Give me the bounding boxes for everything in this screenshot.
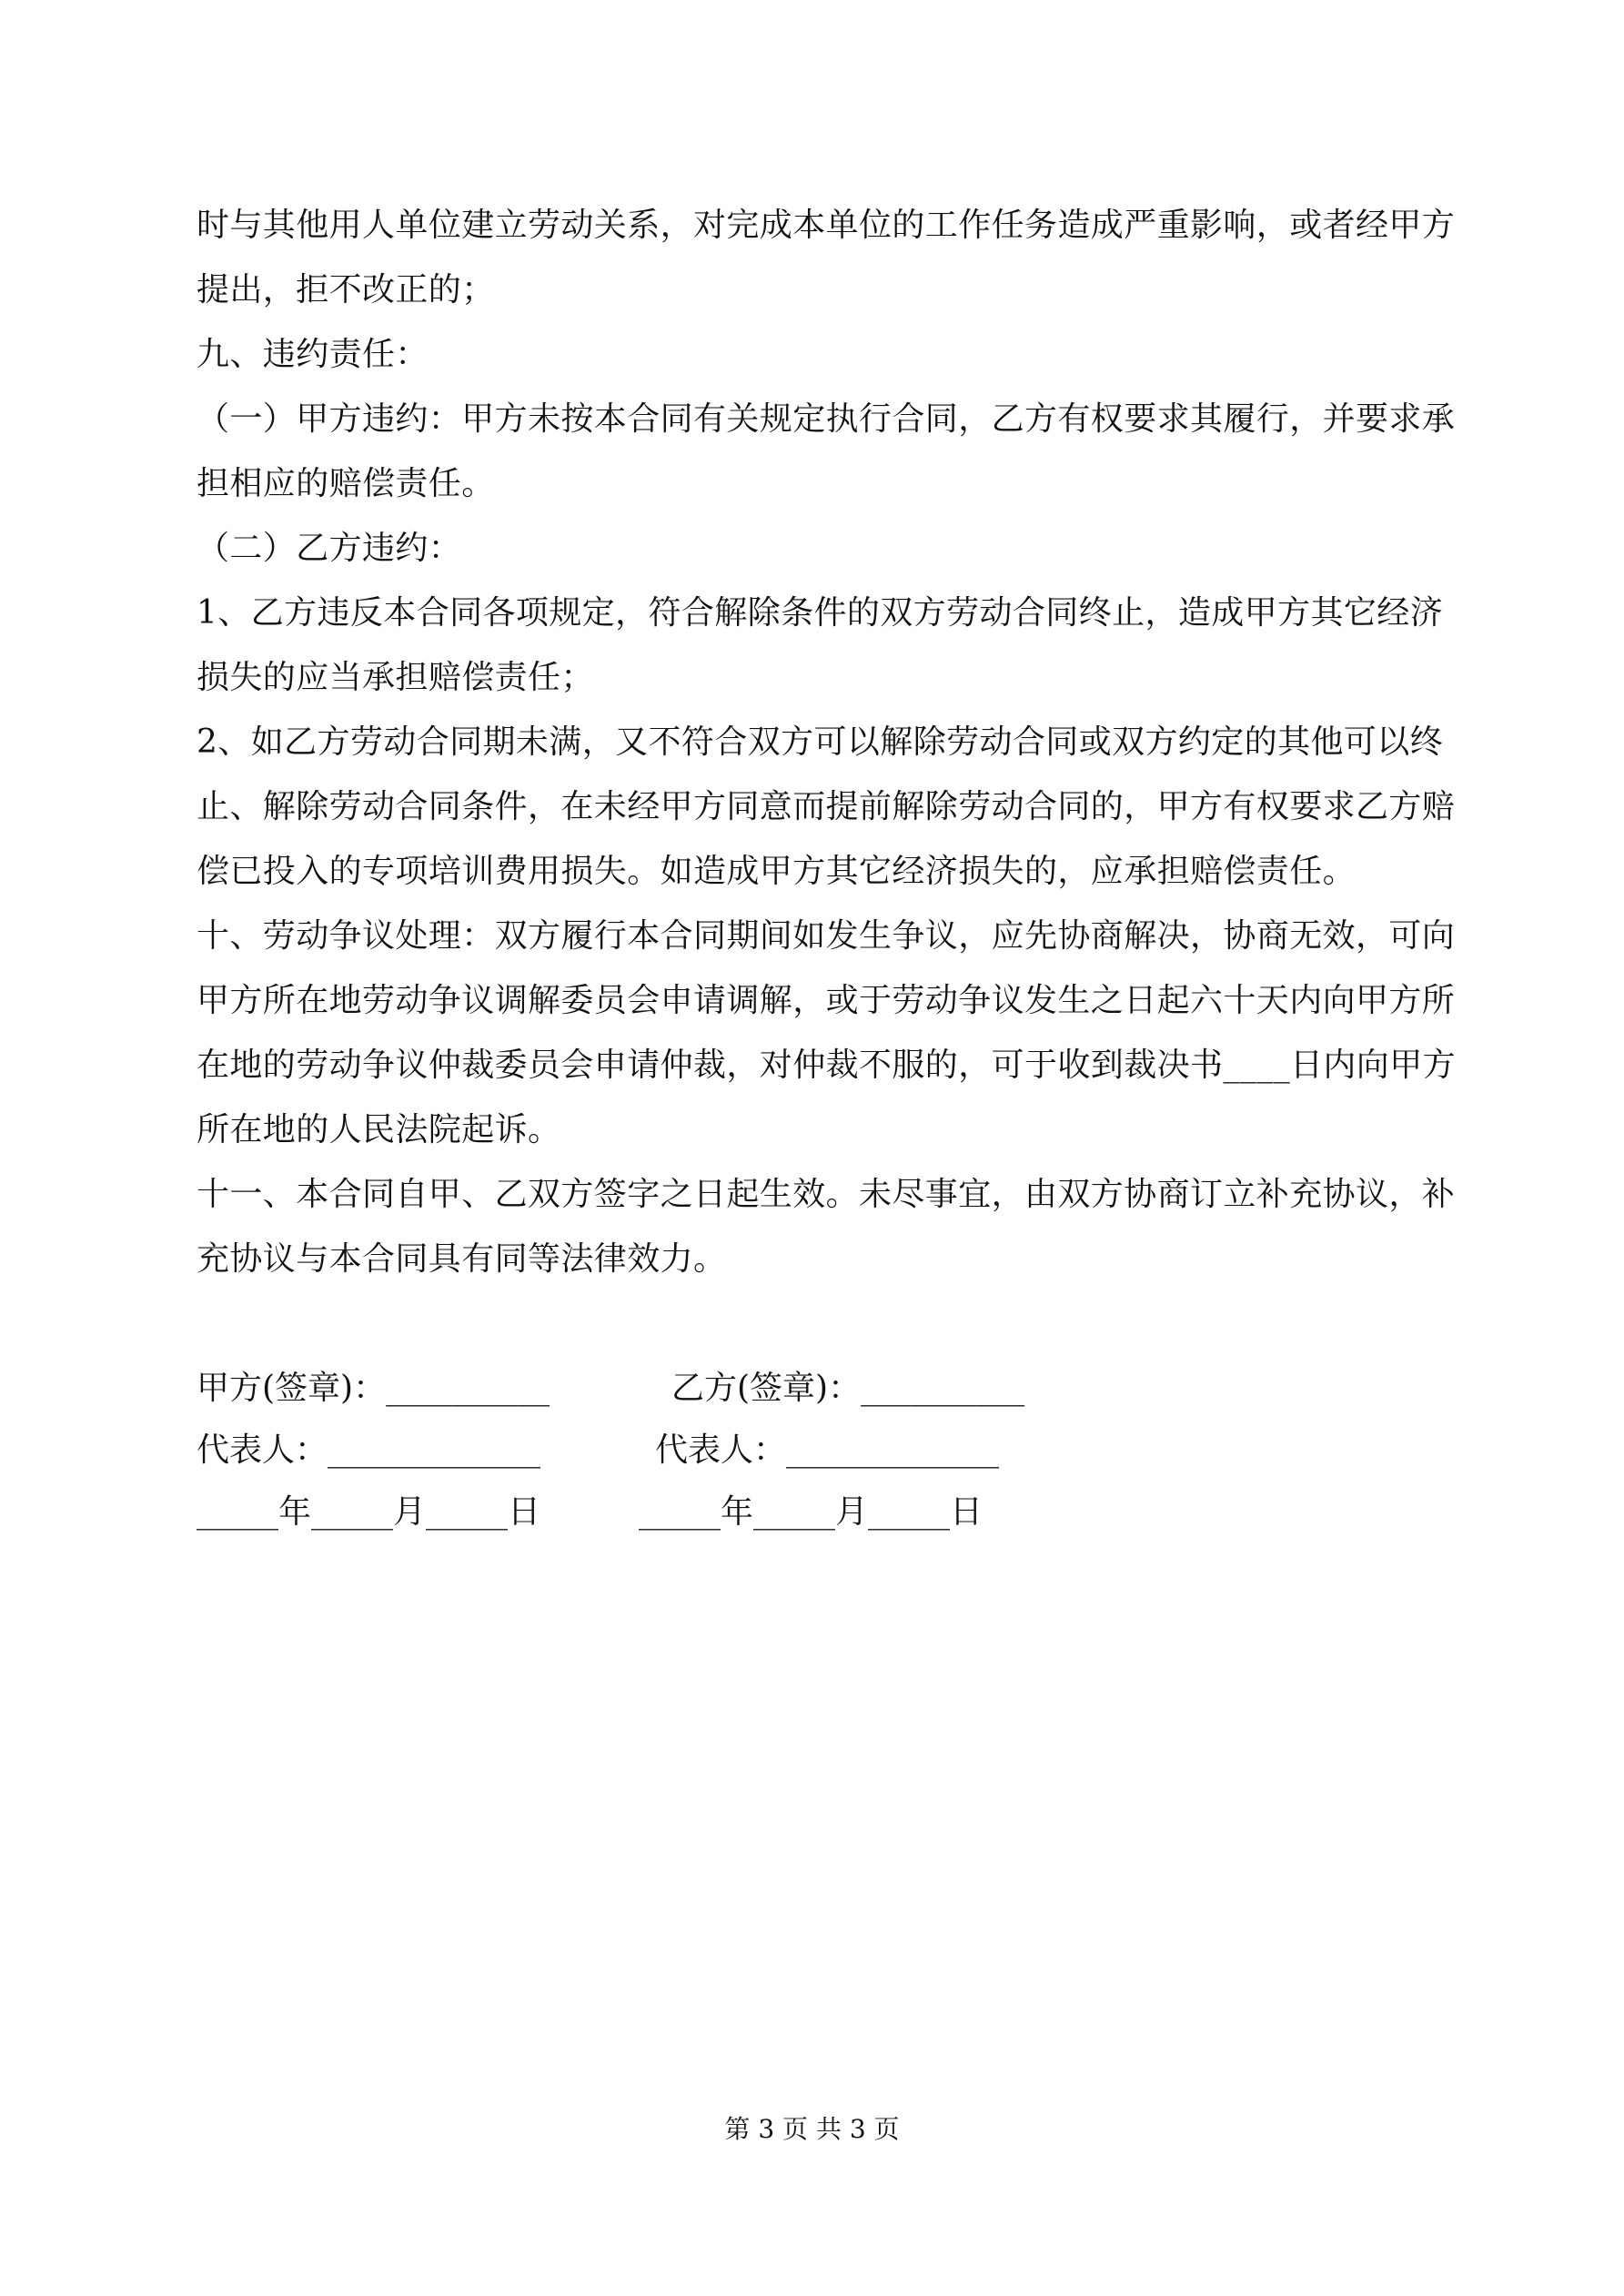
section-heading-breach: 九、违约责任：: [197, 336, 429, 373]
contract-body: [197, 193, 1457, 1291]
party-a-representative-field: 代表人：_____________: [197, 1431, 541, 1469]
party-b-representative-field: 代表人：_____________: [655, 1431, 1000, 1469]
body-line: （一）甲方违约：甲方未按本合同有关规定执行合同，乙方有权要求其履行，并要求承: [197, 400, 1456, 438]
body-line: 甲方所在地劳动争议调解委员会申请调解，或于劳动争议发生之日起六十天内向甲方所: [197, 982, 1456, 1019]
body-line: 担相应的赔偿责任。: [197, 465, 495, 502]
party-a-date-field: _____年_____月_____日: [197, 1493, 540, 1531]
party-b-date-field: _____年_____月_____日: [639, 1493, 983, 1531]
body-line: 偿已投入的专项培训费用损失。如造成甲方其它经济损失的，应承担赔偿责任。: [197, 853, 1357, 890]
body-line: 损失的应当承担赔偿责任；: [197, 659, 594, 696]
section-heading-dispute: 十、劳动争议处理：双方履行本合同期间如发生争议，应先协商解决，协商无效，可向: [197, 917, 1456, 955]
body-line: 在地的劳动争议仲裁委员会申请仲裁，对仲裁不服的，可于收到裁决书____日内向甲方: [197, 1047, 1457, 1084]
section-heading-effect: 十一、本合同自甲、乙双方签字之日起生效。未尽事宜，由双方协商订立补充协议，补: [197, 1176, 1456, 1213]
party-b-seal-field: 乙方(签章)：__________: [671, 1370, 1025, 1407]
body-line: 所在地的人民法院起诉。: [197, 1111, 561, 1148]
body-line: 1、乙方违反本合同各项规定，符合解除条件的双方劳动合同终止，造成甲方其它经济: [197, 594, 1444, 632]
page-number: 第 3 页 共 3 页: [724, 2114, 900, 2144]
body-line: 止、解除劳动合同条件，在未经甲方同意而提前解除劳动合同的，甲方有权要求乙方赔: [197, 788, 1456, 825]
body-line: 充协议与本合同具有同等法律效力。: [197, 1240, 727, 1278]
body-line: 时与其他用人单位建立劳动关系，对完成本单位的工作任务造成严重影响，或者经甲方: [197, 207, 1456, 244]
body-line: 提出，拒不改正的；: [197, 271, 495, 308]
party-a-seal-field: 甲方(签章)：__________: [197, 1370, 550, 1407]
subsection-heading: （二）乙方违约：: [197, 530, 462, 567]
body-line: 2、如乙方劳动合同期未满，又不符合双方可以解除劳动合同或双方约定的其他可以终: [197, 723, 1444, 761]
